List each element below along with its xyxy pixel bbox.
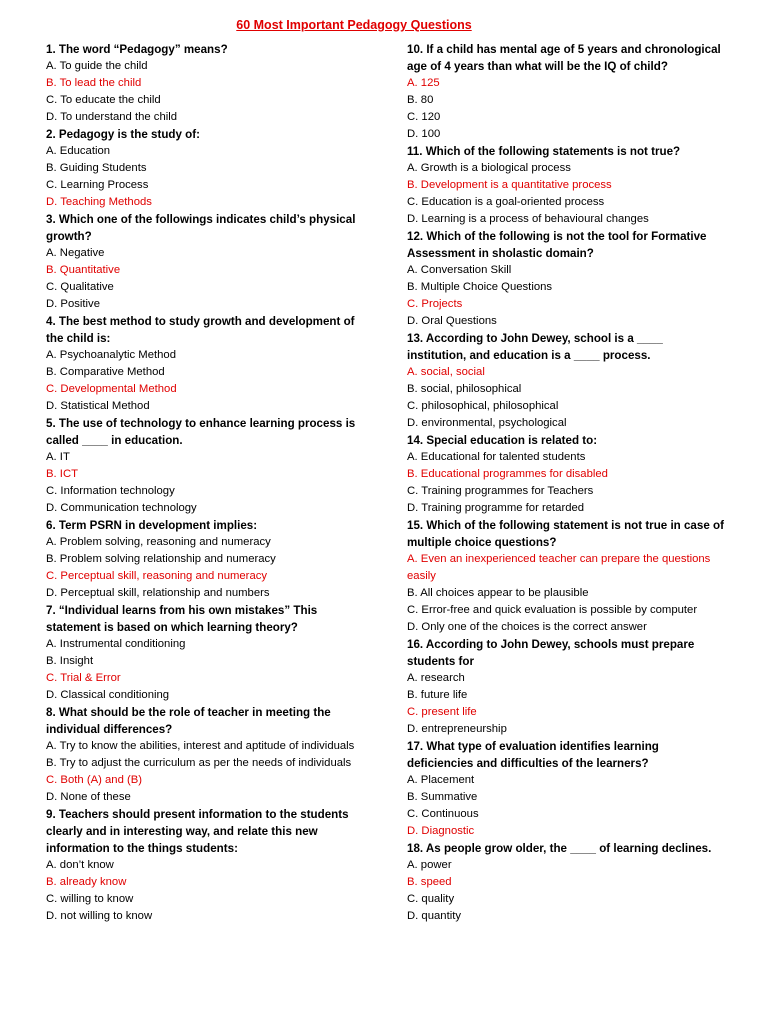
question-block — [407, 143, 725, 228]
correct-answer-option: B. speed — [407, 876, 452, 888]
answer-option: A. Placement — [407, 774, 475, 786]
answer-option: B. Try to adjust the curriculum as per the needs of individuals — [46, 757, 352, 769]
answer-option: D. 100 — [407, 128, 441, 140]
question-text: 7. “Individual learns from his own mistakes” This statement is based on which learning theory? — [46, 604, 318, 634]
question-block — [46, 126, 364, 211]
answer-option: B. social, philosophical — [407, 383, 522, 395]
question-text: 2. Pedagogy is the study of: — [46, 128, 200, 141]
answer-option: A. Problem solving, reasoning and numeracy — [46, 536, 271, 548]
question-text: 17. What type of evaluation identifies learning deficiencies and difficulties of the learners? — [407, 740, 659, 770]
answer-option: C. Qualitative — [46, 281, 114, 293]
question-text: 1. The word “Pedagogy” means? — [46, 43, 228, 56]
question-block — [46, 806, 364, 925]
answer-option: D. To understand the child — [46, 111, 178, 123]
question-block — [407, 330, 725, 432]
answer-option: D. entrepreneurship — [407, 723, 507, 735]
answer-option: B. Summative — [407, 791, 478, 803]
answer-option: A. IT — [46, 451, 70, 463]
correct-answer-option: C. Both (A) and (B) — [46, 774, 143, 786]
question-text: 11. Which of the following statements is not true? — [407, 145, 681, 158]
answer-option: A. research — [407, 672, 465, 684]
question-text: 6. Term PSRN in development implies: — [46, 519, 258, 532]
question-block — [407, 738, 725, 840]
question-block — [46, 313, 364, 415]
correct-answer-option: B. Educational programmes for disabled — [407, 468, 608, 480]
correct-answer-option: C. Perceptual skill, reasoning and numeracy — [46, 570, 268, 582]
right-column — [407, 41, 725, 925]
correct-answer-option: C. Developmental Method — [46, 383, 177, 395]
question-block — [407, 636, 725, 738]
correct-answer-option: C. Trial & Error — [46, 672, 121, 684]
question-text: 3. Which one of the followings indicates child’s physical growth? — [46, 213, 356, 243]
correct-answer-option: B. ICT — [46, 468, 79, 480]
question-block — [407, 228, 725, 330]
question-text: 14. Special education is related to: — [407, 434, 598, 447]
answer-option: D. quantity — [407, 910, 462, 922]
answer-option: C. philosophical, philosophical — [407, 400, 559, 412]
answer-option: B. Multiple Choice Questions — [407, 281, 553, 293]
answer-option: B. 80 — [407, 94, 434, 106]
answer-option: B. Comparative Method — [46, 366, 165, 378]
answer-option: A. Conversation Skill — [407, 264, 512, 276]
answer-option: A. Growth is a biological process — [407, 162, 571, 174]
answer-option: D. environmental, psychological — [407, 417, 567, 429]
question-text: 8. What should be the role of teacher in meeting the individual differences? — [46, 706, 331, 736]
answer-option: C. Learning Process — [46, 179, 149, 191]
question-text: 5. The use of technology to enhance learning process is called ____ in education. — [46, 417, 356, 447]
question-text: 10. If a child has mental age of 5 years and chronological age of 4 years than what will be the IQ of child? — [407, 43, 721, 73]
question-text: 12. Which of the following is not the tool for Formative Assessment in sholastic domain? — [407, 230, 707, 260]
answer-option: D. Classical conditioning — [46, 689, 170, 701]
question-text: 16. According to John Dewey, schools must prepare students for — [407, 638, 695, 668]
answer-option: D. Perceptual skill, relationship and numbers — [46, 587, 270, 599]
answer-option: D. Oral Questions — [407, 315, 497, 327]
question-block — [407, 840, 725, 925]
question-block — [46, 517, 364, 602]
answer-option: A. Education — [46, 145, 111, 157]
answer-option: B. Guiding Students — [46, 162, 147, 174]
question-text: 18. As people grow older, the ____ of learning declines. — [407, 842, 712, 855]
question-text: 13. According to John Dewey, school is a ____ institution, and education is a ____ process. — [407, 332, 663, 362]
correct-answer-option: B. To lead the child — [46, 77, 142, 89]
answer-option: A. power — [407, 859, 452, 871]
question-block — [46, 602, 364, 704]
answer-option: D. None of these — [46, 791, 131, 803]
correct-answer-option: B. already know — [46, 876, 127, 888]
answer-option: C. Information technology — [46, 485, 175, 497]
question-block — [46, 41, 364, 126]
answer-option: C. To educate the child — [46, 94, 161, 106]
answer-option: B. Problem solving relationship and numeracy — [46, 553, 276, 565]
question-block — [407, 41, 725, 143]
answer-option: D. Statistical Method — [46, 400, 150, 412]
question-block — [46, 415, 364, 517]
correct-answer-option: C. Projects — [407, 298, 463, 310]
question-block — [46, 704, 364, 806]
answer-option: C. willing to know — [46, 893, 134, 905]
answer-option: D. not willing to know — [46, 910, 153, 922]
answer-option: A. Psychoanalytic Method — [46, 349, 176, 361]
answer-option: C. 120 — [407, 111, 441, 123]
correct-answer-option: C. present life — [407, 706, 477, 718]
answer-option: C. quality — [407, 893, 455, 905]
answer-option: A. Try to know the abilities, interest and aptitude of individuals — [46, 740, 355, 752]
question-text: 9. Teachers should present information to the students clearly and in interesting way, and relate this new information to the things students: — [46, 808, 349, 855]
answer-option: D. Positive — [46, 298, 100, 310]
correct-answer-option: D. Diagnostic — [407, 825, 475, 837]
question-block — [407, 432, 725, 517]
answer-option: A. To guide the child — [46, 60, 148, 72]
question-text: 4. The best method to study growth and development of the child is: — [46, 315, 355, 345]
answer-option: A. Instrumental conditioning — [46, 638, 186, 650]
answer-option: B. Insight — [46, 655, 94, 667]
answer-option: B. All choices appear to be plausible — [407, 587, 589, 599]
answer-option: D. Only one of the choices is the correct answer — [407, 621, 647, 633]
correct-answer-option: D. Teaching Methods — [46, 196, 152, 208]
answer-option: D. Communication technology — [46, 502, 197, 514]
answer-option: C. Training programmes for Teachers — [407, 485, 594, 497]
correct-answer-option: A. 125 — [407, 77, 440, 89]
answer-option: C. Continuous — [407, 808, 479, 820]
correct-answer-option: A. Even an inexperienced teacher can prepare the questions easily — [407, 553, 711, 582]
question-block — [407, 517, 725, 636]
answer-option: B. future life — [407, 689, 468, 701]
answer-option: C. Education is a goal-oriented process — [407, 196, 605, 208]
answer-option: A. Negative — [46, 247, 105, 259]
answer-option: A. don’t know — [46, 859, 114, 871]
correct-answer-option: B. Quantitative — [46, 264, 121, 276]
document-title: 60 Most Important Pedagogy Questions — [236, 18, 472, 32]
correct-answer-option: B. Development is a quantitative process — [407, 179, 612, 191]
answer-option: C. Error-free and quick evaluation is possible by computer — [407, 604, 698, 616]
answer-option: A. Educational for talented students — [407, 451, 586, 463]
question-text: 15. Which of the following statement is not true in case of multiple choice questions? — [407, 519, 724, 549]
left-column — [46, 41, 364, 925]
correct-answer-option: A. social, social — [407, 366, 485, 378]
answer-option: D. Training programme for retarded — [407, 502, 585, 514]
question-block — [46, 211, 364, 313]
answer-option: D. Learning is a process of behavioural changes — [407, 213, 649, 225]
